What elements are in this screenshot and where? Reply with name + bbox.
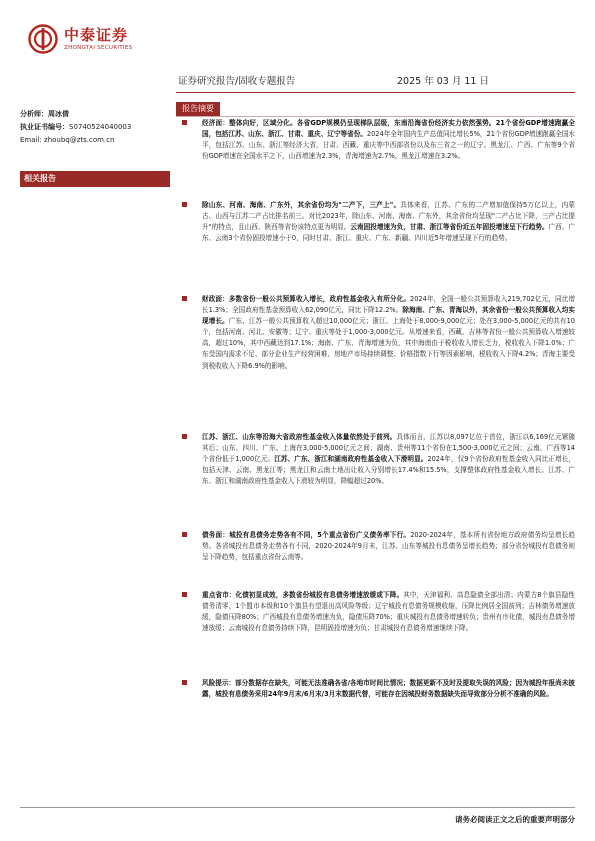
footer-disclaimer: 请务必阅读正文之后的重要声明部分 <box>455 815 575 824</box>
analyst-info <box>20 108 170 147</box>
item-body: 2024年，全国一般公共预算收入219,702亿元，同比增长1.3%；全国政府性基金预算收入62,090亿元，同比下降12.2%。 <box>202 295 576 315</box>
summary-item-risk <box>176 678 575 700</box>
bullet-square <box>182 680 187 685</box>
brand-name-en: ZHONGTAI SECURITIES <box>64 45 133 51</box>
item-heading: 除山东、河南、海南、广东外，其余省份均为"二产下，三产上"。 <box>202 201 401 209</box>
email-label: Email: <box>20 136 42 144</box>
item-body-2: 广东、江苏一般公共预算收入超过10,000亿元；浙江、上海处于8,000-9,000亿元；处在3,000-5,000亿元的共有10个，包括河南、河北、安徽等；辽宁、重庆等处于1,000-3,000亿元。从增速来看，西藏、吉林等省份一般公共预算收入增速较高，超过10%，其中西藏达到17.1%；海南、广东、青海增速为负，其中海南由于税收收入增长乏力，税收收入下降1.0%；广东受国内需求不足、部分企业生产经营困难、房地产市场持续调整、价格指数下行等因素影响，税收收入下降4.2%；青海主要受到税收收入下降6.9%的影响。 <box>202 317 576 370</box>
cert-label: 执业证书编号： <box>20 123 69 131</box>
bullet-square <box>182 532 187 537</box>
item-body: 具体来看，江苏、广东的二产增加值保持5万亿以上，内蒙古、山西与江苏二产占比排名前三。对比2023年，除山东、河南、海南、广东外，其余省份均呈现"二产占比下降，三产占比提升"的特点，且山西、陕西等省份该特点更为明显。 <box>202 201 575 232</box>
item-heading-2: 除海南、广东、青海以外，其余省份一般公共预算收入均实现增长。 <box>202 306 576 326</box>
brand-logo <box>28 24 132 54</box>
bullet-square <box>182 592 187 597</box>
item-body-2: 广西、广东、云南3个省份固投增速小于0，同时甘肃、浙江、重庆、广东、新疆、四川近5年增速呈现下行的趋势。 <box>202 223 575 243</box>
report-date: 2025 年 03 月 11 日 <box>397 76 489 87</box>
analyst-label: 分析师： <box>20 110 48 118</box>
summary-item-economy <box>176 118 575 162</box>
item-heading: 财政面：多数省份一般公共预算收入增长，政府性基金收入有所分化。 <box>202 295 411 303</box>
brand-name-cn: 中泰证券 <box>64 26 129 44</box>
analyst-name: 周冰倩 <box>48 110 69 118</box>
item-heading: 风险提示：部分数据存在缺失，可能无法准确各省/各地市时间比情况；数据更新不及时及提取失误的风险；因为城投年报尚未披露，城投有息债务采用24年9月末/6月末/3月末数据代替，可能存在因城投财务数据缺失而导致部分分析不准确的风险。 <box>202 679 575 699</box>
summary-item-debt <box>176 530 575 563</box>
summary-item-industry <box>176 200 575 244</box>
item-heading: 债务面：城投有息债务走势各有不同，5个重点省份广义债务率下行。 <box>202 531 411 539</box>
cert-number: S0740524040003 <box>69 123 132 131</box>
zhongtai-logo-icon <box>28 24 58 54</box>
bullet-square <box>182 296 187 301</box>
related-reports-header: 相关报告 <box>20 171 170 187</box>
item-heading: 江苏、浙江、山东等沿海大省政府性基金收入体量依然处于前列。 <box>202 433 397 441</box>
summary-title: 报告摘要 <box>176 102 220 116</box>
item-heading-2: 江苏、广东、浙江和湖南政府性基金收入下滑明显。 <box>274 455 428 464</box>
item-body: 2020-2024年，基本所有省份地方政府债务均呈增长趋势。各省城投有息债务走势各有不同，2020-2024年9月末，江苏、山东等城投有息债务呈增长趋势；部分省份城投有息债务则呈下降趋势，包括重点省份云南等。 <box>202 531 575 562</box>
summary-item-key-provinces <box>176 590 575 634</box>
summary-item-fiscal <box>176 294 575 372</box>
bullet-square <box>182 434 187 439</box>
item-body: 其中，天津福利、高息隐债全部出清；内蒙古8个旗县隐性债务清零，1个盟市本级和10个旗县有望退出高风险等级；辽宁城投有息债务规模收缩，压降比例居全国前列；吉林债务增速放缓，隐债压降80%；广西城投有息债务增速为负，隐债压降70%；重庆城投有息债务增速转负；贵州有序化债，城投有息债务增速放缓；云南城投有息债务持续下降，昆明固投增速为负；甘肃城投有息债务增速继续下降。 <box>202 591 576 633</box>
footer-divider <box>20 807 575 808</box>
item-heading: 经济面：整体向好，区域分化。各省GDP规模仍呈现梯队层级，东南沿海省份经济实力依然强势。21个省份GDP增速跑赢全国，包括江苏、山东、浙江、甘肃、重庆、辽宁等省份。 <box>202 119 575 139</box>
analyst-email[interactable]: zhoubq@zts.com.cn <box>44 136 115 144</box>
item-body: 2024年全年国内生产总值同比增长5%，21个省份GDP增速跑赢全国水平，包括江苏、山东、浙江等经济大省，甘肃、西藏、重庆等中西部省份以及东三省之一的辽宁。黑龙江、广西、广东等9个省份GDP增速在全国水平之下，山西增速为2.3%，青海增速为2.7%，黑龙江增速在3.2%。 <box>202 130 576 161</box>
item-body: 具体而言，江苏以8,097亿位于首位，浙江以6,169亿元紧随其后；山东、四川、广东、上海在3,000-5,000亿元之间；湖南、贵州等11个省份在1,500-3,000亿元之间；云南、广西等14个省份低于1,000亿元。 <box>202 433 575 464</box>
bullet-square <box>182 120 187 125</box>
header-divider <box>176 92 575 93</box>
item-heading: 重点省市：化债初显成效，多数省份城投有息债务增速放缓或下降。 <box>202 591 404 599</box>
summary-item-fund-income <box>176 432 575 487</box>
summary-header <box>176 102 575 117</box>
item-body-2: 2024年，仅9个省份政府性基金收入同比正增长，包括天津、云南、黑龙江等；黑龙江和云南土地出让收入分别增长17.4%和15.5%，支撑整体政府性基金收入增长。江苏、广东、浙江和湖南政府性基金收入下滑较为明显，降幅超过20%。 <box>202 455 576 486</box>
bullet-square <box>182 202 187 207</box>
item-heading-2: 云南固投增速为负，甘肃、浙江等省份近五年固投增速呈下行趋势。 <box>350 223 549 232</box>
report-type: 证券研究报告/固收专题报告 <box>178 76 296 87</box>
